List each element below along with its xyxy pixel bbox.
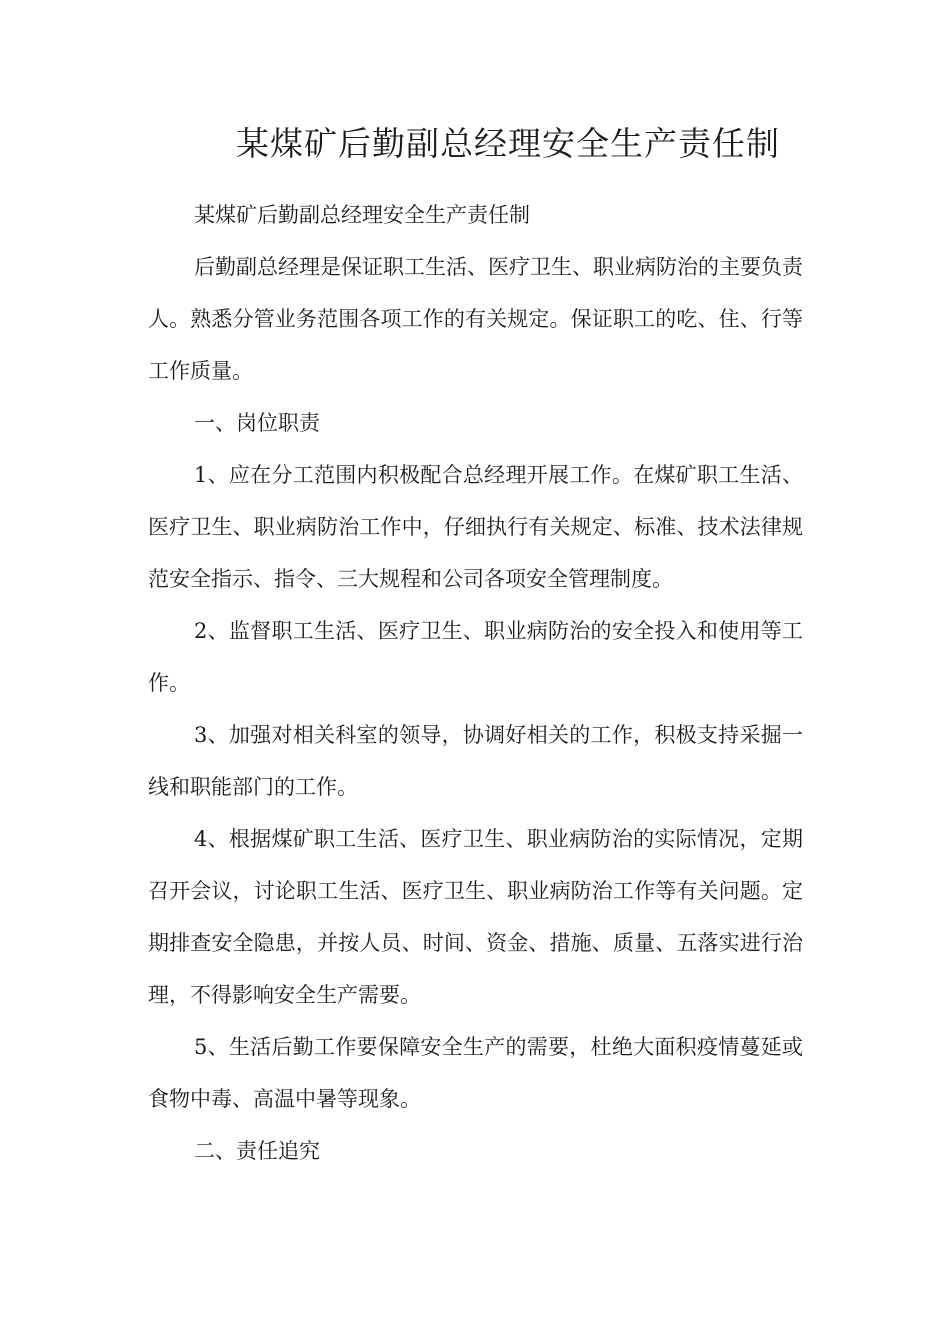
duty-item-4: 4、根据煤矿职工生活、医疗卫生、职业病防治的实际情况，定期召开会议，讨论职工生活、医疗卫生、职业病防治工作等有关问题。定期排查安全隐患，并按人员、时间、资金、措施、质量、五落实进行治理，不得影响安全生产需要。 bbox=[148, 827, 803, 1007]
subtitle-paragraph: 某煤矿后勤副总经理安全生产责任制 bbox=[194, 203, 530, 227]
section-heading-duties: 一、岗位职责 bbox=[194, 411, 320, 435]
section-heading-accountability: 二、责任追究 bbox=[194, 1139, 320, 1163]
document-title: 某煤矿后勤副总经理安全生产责任制 bbox=[236, 124, 780, 163]
intro-paragraph: 后勤副总经理是保证职工生活、医疗卫生、职业病防治的主要负责人。熟悉分管业务范围各项工作的有关规定。保证职工的吃、住、行等工作质量。 bbox=[148, 255, 803, 383]
duty-item-2: 2、监督职工生活、医疗卫生、职业病防治的安全投入和使用等工作。 bbox=[148, 619, 803, 695]
document-body bbox=[148, 189, 803, 1177]
duty-item-5: 5、生活后勤工作要保障安全生产的需要，杜绝大面积疫情蔓延或食物中毒、高温中暑等现象。 bbox=[148, 1035, 803, 1111]
duty-item-1: 1、应在分工范围内积极配合总经理开展工作。在煤矿职工生活、医疗卫生、职业病防治工作中，仔细执行有关规定、标准、技术法律规范安全指示、指令、三大规程和公司各项安全管理制度。 bbox=[148, 463, 803, 591]
duty-item-3: 3、加强对相关科室的领导，协调好相关的工作，积极支持采掘一线和职能部门的工作。 bbox=[148, 723, 803, 799]
